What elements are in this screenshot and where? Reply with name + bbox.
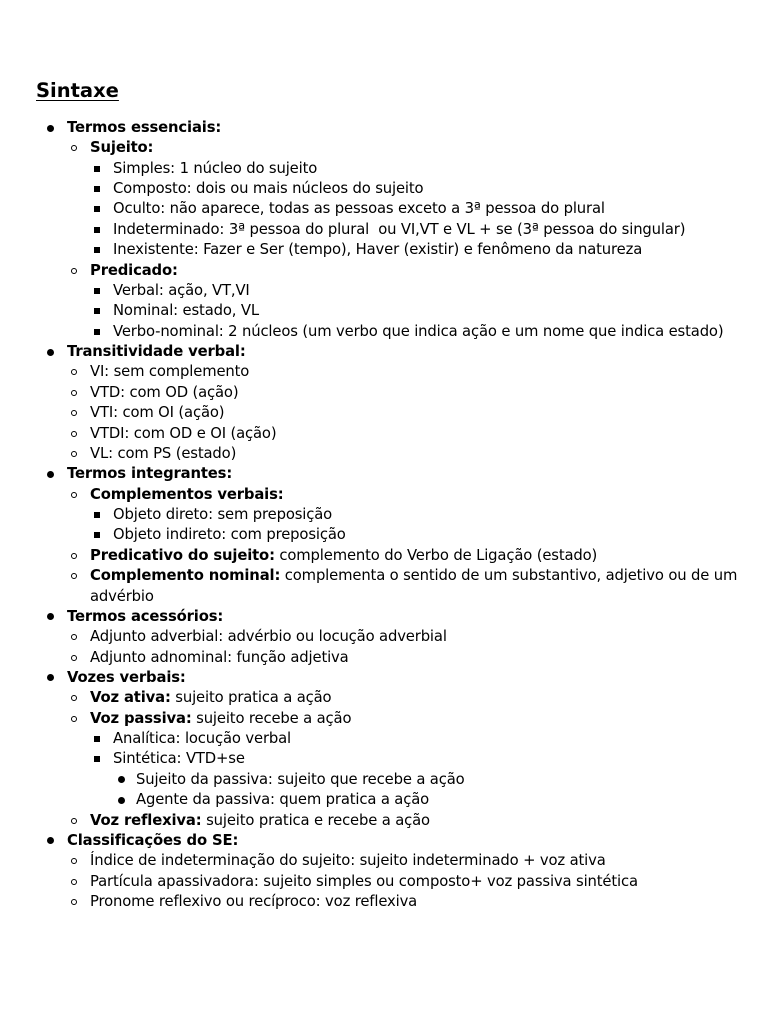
item-text: Nominal: estado, VL: [113, 302, 259, 320]
bullet-circle-icon: [68, 892, 80, 912]
bullet-square-icon: [91, 179, 103, 199]
list-item-level-2: [90, 688, 331, 708]
list-item-level-2: [90, 444, 236, 464]
item-text: sujeito recebe a ação: [191, 709, 352, 727]
item-heading: Termos essenciais:: [67, 119, 222, 136]
item-text: Verbal: ação, VT,VI: [113, 281, 250, 299]
page-title: Sintaxe: [36, 79, 119, 102]
item-heading: Predicado:: [90, 261, 178, 279]
bullet-square-icon: [91, 505, 103, 525]
item-text: Pronome reflexivo ou recíproco: voz reflexiva: [90, 893, 418, 911]
bullet-square-icon: [91, 199, 103, 219]
item-text: VL: com PS (estado): [90, 444, 237, 462]
item-heading: Classificações do SE:: [67, 831, 239, 849]
list-item-level-4: [136, 790, 429, 810]
list-item-level-3: [113, 301, 259, 321]
item-heading: Transitividade verbal:: [67, 343, 246, 361]
list-item-level-1: [67, 342, 246, 362]
bullet-disc-icon: [44, 118, 56, 138]
bullet-disc-icon: [115, 790, 127, 810]
item-text: Partícula apassivadora: sujeito simples ou composto+ voz passiva sintética: [90, 872, 638, 890]
list-item-level-2: [90, 627, 447, 647]
item-text: Sujeito da passiva: sujeito que recebe a ação: [136, 770, 465, 788]
bullet-circle-icon: [68, 688, 80, 708]
list-item-level-3: [113, 729, 291, 749]
item-text: Analítica: locução verbal: [113, 730, 291, 748]
item-heading: Complementos verbais:: [90, 485, 284, 503]
list-item-level-2: [90, 485, 284, 505]
list-item-level-3: [113, 240, 642, 260]
item-text: Inexistente: Fazer e Ser (tempo), Haver (existir) e fenômeno da natureza: [113, 241, 643, 259]
item-text: Adjunto adnominal: função adjetiva: [90, 648, 349, 666]
item-text: Composto: dois ou mais núcleos do sujeito: [113, 180, 424, 198]
item-heading: Termos integrantes:: [67, 465, 233, 483]
item-text: sujeito pratica e recebe a ação: [201, 811, 430, 829]
bullet-circle-icon: [68, 872, 80, 892]
bullet-circle-icon: [68, 627, 80, 647]
list-item-level-2: [90, 403, 224, 423]
bullet-circle-icon: [68, 566, 80, 586]
item-text: Oculto: não aparece, todas as pessoas exceto a 3ª pessoa do plural: [113, 200, 605, 218]
list-item-level-2: [90, 261, 178, 281]
bullet-circle-icon: [68, 383, 80, 403]
list-item-level-2: [90, 138, 153, 158]
list-item-level-3: [113, 159, 317, 179]
list-item-level-1: [67, 607, 223, 627]
item-text: Sintética: VTD+se: [113, 750, 245, 768]
item-heading: Termos acessórios:: [67, 607, 224, 625]
list-item-level-3: [113, 525, 346, 545]
list-item-level-2: [90, 648, 349, 668]
item-heading: Sujeito:: [90, 139, 154, 157]
list-item-level-2: [90, 851, 606, 871]
bullet-square-icon: [91, 281, 103, 301]
list-item-level-2: [90, 892, 417, 912]
item-heading: Voz reflexiva:: [90, 811, 202, 829]
bullet-disc-icon: [44, 831, 56, 851]
bullet-square-icon: [91, 729, 103, 749]
bullet-square-icon: [91, 322, 103, 342]
bullet-disc-icon: [44, 464, 56, 484]
list-item-level-2: [90, 872, 638, 892]
item-text: complementa o sentido de um substantivo, adjetivo ou de um: [280, 567, 738, 585]
item-text: Adjunto adverbial: advérbio ou locução adverbial: [90, 628, 447, 646]
item-text: Indeterminado: 3ª pessoa do plural ou VI,VT e VL + se (3ª pessoa do singular): [113, 220, 686, 238]
bullet-square-icon: [91, 301, 103, 321]
bullet-disc-icon: [115, 770, 127, 790]
list-item-level-3: [113, 749, 245, 769]
item-heading: Complemento nominal:: [90, 567, 281, 585]
list-item-level-1: [67, 831, 238, 851]
list-item-level-1: [67, 118, 221, 138]
item-text: Simples: 1 núcleo do sujeito: [113, 159, 318, 177]
list-item-level-2: [90, 383, 238, 403]
item-text: Objeto indireto: com preposição: [113, 526, 346, 544]
bullet-square-icon: [91, 240, 103, 260]
item-heading: Vozes verbais:: [67, 668, 186, 686]
list-item-level-2: [90, 811, 430, 831]
bullet-square-icon: [91, 525, 103, 545]
bullet-circle-icon: [68, 444, 80, 464]
item-text: advérbio: [90, 587, 154, 605]
item-text: VTD: com OD (ação): [90, 383, 239, 401]
bullet-circle-icon: [68, 261, 80, 281]
list-item-level-3: [113, 281, 250, 301]
bullet-square-icon: [91, 220, 103, 240]
bullet-circle-icon: [68, 424, 80, 444]
item-text: Índice de indeterminação do sujeito: sujeito indeterminado + voz ativa: [90, 852, 606, 870]
bullet-circle-icon: [68, 648, 80, 668]
item-text: Objeto direto: sem preposição: [113, 506, 333, 524]
list-item-level-3: [113, 505, 332, 525]
bullet-disc-icon: [44, 668, 56, 688]
bullet-square-icon: [91, 159, 103, 179]
item-text: VTI: com OI (ação): [90, 404, 225, 422]
bullet-disc-icon: [44, 607, 56, 627]
list-item-level-4: [136, 770, 465, 790]
list-item-level-3: [113, 220, 685, 240]
bullet-circle-icon: [68, 811, 80, 831]
list-item-level-3: [113, 322, 723, 342]
item-text: Agente da passiva: quem pratica a ação: [136, 791, 430, 809]
list-item-level-1: [67, 668, 186, 688]
list-item-continuation: [90, 587, 154, 607]
list-item-level-2: [90, 709, 351, 729]
bullet-circle-icon: [68, 709, 80, 729]
bullet-circle-icon: [68, 362, 80, 382]
item-heading: Voz ativa:: [90, 689, 171, 707]
list-item-level-1: [67, 464, 232, 484]
list-item-level-3: [113, 199, 605, 219]
item-text: Verbo-nominal: 2 núcleos (um verbo que indica ação e um nome que indica estado): [113, 322, 724, 340]
bullet-square-icon: [91, 749, 103, 769]
list-item-level-2: [90, 566, 737, 586]
item-text: VI: sem complemento: [90, 363, 250, 381]
bullet-circle-icon: [68, 851, 80, 871]
list-item-level-2: [90, 362, 249, 382]
bullet-circle-icon: [68, 138, 80, 158]
item-text: VTDI: com OD e OI (ação): [90, 424, 277, 442]
list-item-level-2: [90, 546, 597, 566]
bullet-circle-icon: [68, 403, 80, 423]
item-heading: Voz passiva:: [90, 709, 192, 727]
bullet-circle-icon: [68, 485, 80, 505]
list-item-level-2: [90, 424, 276, 444]
item-text: complemento do Verbo de Ligação (estado): [274, 546, 598, 564]
bullet-circle-icon: [68, 546, 80, 566]
item-heading: Predicativo do sujeito:: [90, 546, 275, 564]
item-text: sujeito pratica a ação: [170, 689, 332, 707]
list-item-level-3: [113, 179, 423, 199]
bullet-disc-icon: [44, 342, 56, 362]
